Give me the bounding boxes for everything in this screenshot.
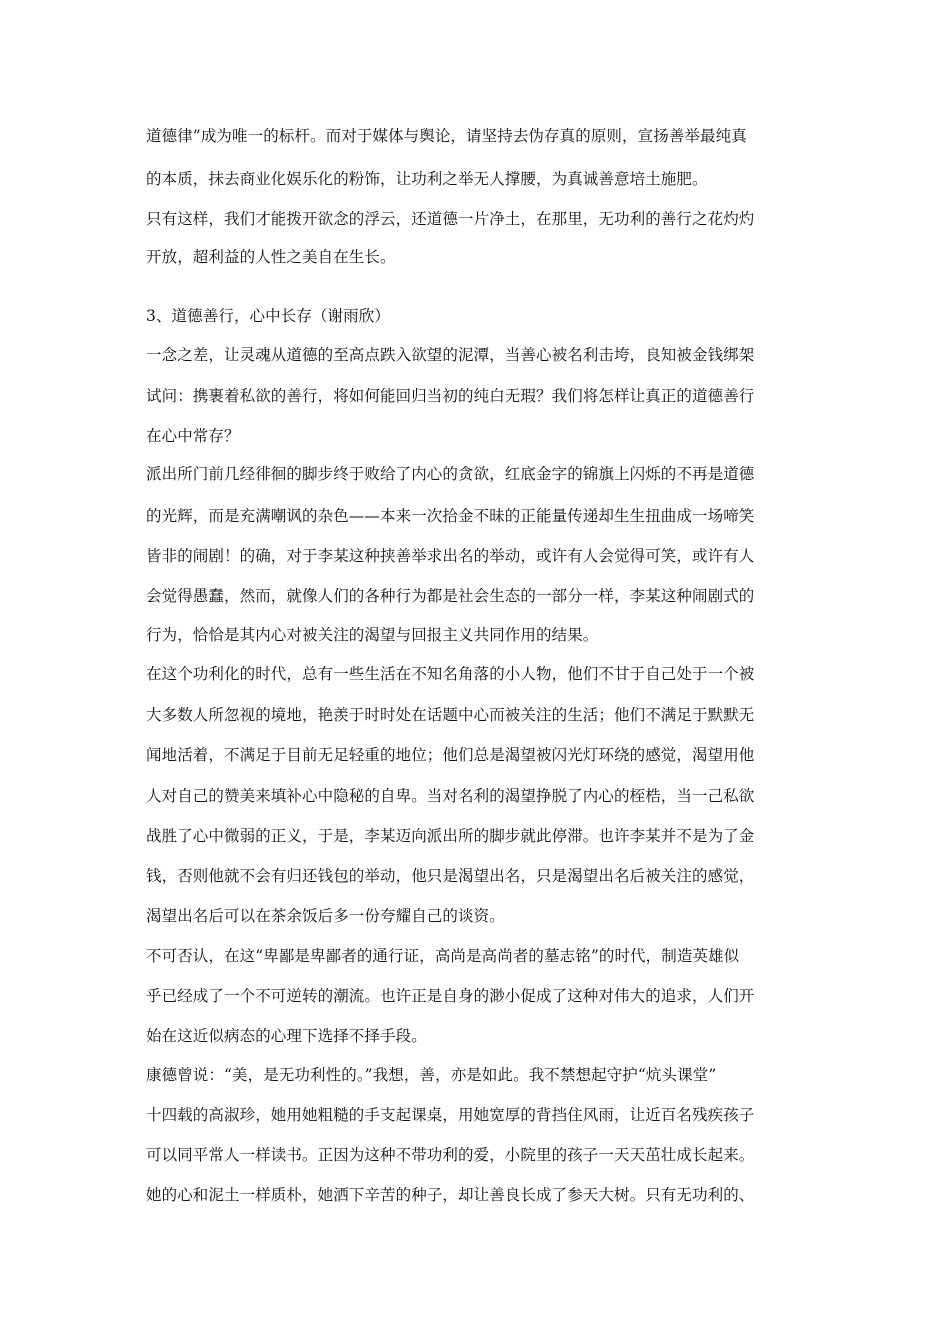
text-line: 开放，超利益的人性之美自在生长。	[146, 248, 396, 266]
text-line: 在这个功利化的时代，总有一些生活在不知名角落的小人物，他们不甘于自己处于一个被	[146, 665, 755, 683]
text-line: 不可否认，在这“卑鄙是卑鄙者的通行证，高尚是高尚者的墓志铭”的时代，制造英雄似	[146, 947, 740, 965]
text-line: 皆非的闹剧！的确，对于李某这种挟善举求出名的举动，或许有人会觉得可笑，或许有人	[146, 547, 755, 565]
text-line: 康德曾说：“美，是无功利性的。”我想，善，亦是如此。我不禁想起守护“炕头课堂”	[146, 1066, 717, 1084]
text-line: 大多数人所忽视的境地，艳羡于时时处在话题中心而被关注的生活；他们不满足于默默无	[146, 706, 755, 724]
text-line: 派出所门前几经徘徊的脚步终于败给了内心的贪欲，红底金字的锦旗上闪烁的不再是道德	[146, 465, 755, 483]
text-line: 试问：携裹着私欲的善行，将如何能回归当初的纯白无瑕？我们将怎样让真正的道德善行	[146, 387, 755, 405]
text-line: 钱，否则他就不会有归还钱包的举动，他只是渴望出名，只是渴望出名后被关注的感觉，	[146, 867, 755, 885]
text-line: 一念之差，让灵魂从道德的至高点跌入欲望的泥潭，当善心被名利击垮，良知被金钱绑架	[146, 346, 755, 364]
text-line: 渴望出名后可以在茶余饭后多一份夸耀自己的谈资。	[146, 907, 505, 925]
text-line: 乎已经成了一个不可逆转的潮流。也许正是自身的渺小促成了这种对伟大的追求，人们开	[146, 987, 755, 1005]
text-line: 的光辉，而是充满嘲讽的杂色——本来一次拾金不昧的正能量传递却生生扭曲成一场啼笑	[146, 507, 755, 525]
section-heading: 3、道德善行，心中长存（谢雨欣）	[146, 307, 390, 325]
text-line: 可以同平常人一样读书。正因为这种不带功利的爱，小院里的孩子一天天茁壮成长起来。	[146, 1146, 755, 1164]
text-line: 只有这样，我们才能拨开欲念的浮云，还道德一片净土，在那里，无功利的善行之花灼灼	[146, 210, 755, 228]
text-line: 行为，恰恰是其内心对被关注的渴望与回报主义共同作用的结果。	[146, 626, 599, 644]
text-line: 道德律”成为唯一的标杆。而对于媒体与舆论，请坚持去伪存真的原则，宣扬善举最纯真	[146, 127, 747, 145]
text-line: 在心中常存？	[146, 427, 240, 445]
text-line: 她的心和泥土一样质朴，她洒下辛苦的种子，却让善良长成了参天大树。只有无功利的、	[146, 1186, 755, 1204]
text-line: 闻地活着，不满足于目前无足轻重的地位；他们总是渴望被闪光灯环绕的感觉，渴望用他	[146, 746, 755, 764]
text-line: 战胜了心中微弱的正义，于是，李某迈向派出所的脚步就此停滞。也许李某并不是为了金	[146, 827, 755, 845]
text-line: 的本质，抹去商业化娱乐化的粉饰，让功利之举无人撑腰，为真诚善意培土施肥。	[146, 170, 708, 188]
text-line: 始在这近似病态的心理下选择不择手段。	[146, 1027, 427, 1045]
text-line: 十四载的高淑珍，她用她粗糙的手支起课桌，用她宽厚的背挡住风雨，让近百名残疾孩子	[146, 1106, 755, 1124]
text-line: 人对自己的赞美来填补心中隐秘的自卑。当对名利的渴望挣脱了内心的桎梏，当一己私欲	[146, 787, 755, 805]
text-line: 会觉得愚蠢，然而，就像人们的各种行为都是社会生态的一部分一样，李某这种闹剧式的	[146, 587, 755, 605]
